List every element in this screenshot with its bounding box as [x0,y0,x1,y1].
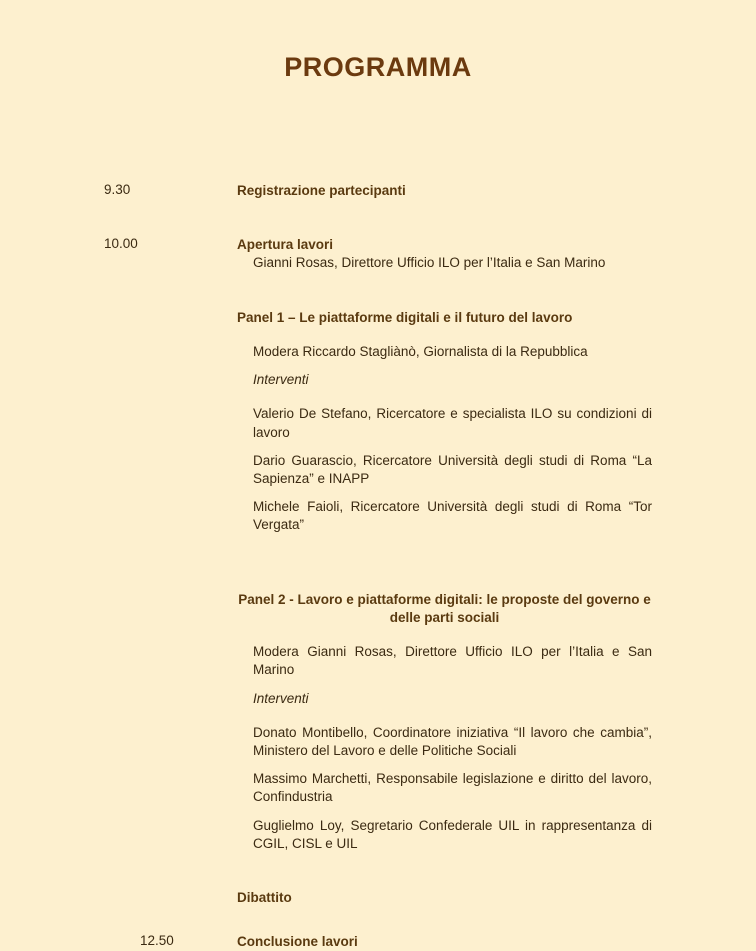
debate-entry [0,889,756,907]
panel-2-moderator: Modera Gianni Rosas, Direttore Ufficio ILO per l’Italia e San Marino [253,644,652,678]
entry-time: 10.00 [104,236,138,252]
panel-1-speaker: Dario Guarascio, Ricercatore Università degli studi di Roma “La Sapienza” e INAPP [253,452,652,486]
spacer [0,273,756,309]
spacer [237,760,652,770]
spacer [237,361,652,371]
spacer [237,680,652,690]
spacer [237,389,652,405]
entry-heading: Conclusione lavori [237,934,358,950]
programme-content [0,182,756,951]
panel-1-heading: Panel 1 – Le piattaforme digitali e il futuro del lavoro [237,309,573,325]
panel-2-interventions-label: Interventi [253,690,309,706]
panel-1-speaker: Valerio De Stefano, Ricercatore e specialista ILO su condizioni di lavoro [253,406,652,440]
panel-1-speaker: Michele Faioli, Ricercatore Università degli studi di Roma “Tor Vergata” [253,499,652,533]
schedule-entry-registration [0,182,756,200]
panel-1 [0,309,756,535]
debate-heading: Dibattito [237,890,292,906]
spacer [237,327,652,343]
page-title: PROGRAMMA [284,52,472,82]
spacer [237,708,652,724]
spacer [237,488,652,498]
spacer [0,853,756,889]
panel-1-moderator: Modera Riccardo Stagliànò, Giornalista di la Repubblica [253,343,588,359]
entry-time: 9.30 [104,182,131,197]
entry-subline: Gianni Rosas, Direttore Ufficio ILO per l’Italia e San Marino [253,255,606,271]
panel-1-interventions-label: Interventi [253,372,309,388]
spacer [237,442,652,452]
schedule-entry-opening [0,236,756,272]
spacer [237,627,652,643]
spacer [0,907,756,933]
entry-time: 12.50 [140,933,174,949]
schedule-entry-closing [0,933,756,951]
spacer [0,535,756,591]
entry-heading: Registrazione partecipanti [237,183,406,198]
entry-heading: Apertura lavori [237,237,334,253]
panel-2-speaker: Massimo Marchetti, Responsabile legislazione e diritto del lavoro, Confindustria [253,771,652,805]
spacer [237,807,652,817]
panel-2-speaker: Donato Montibello, Coordinatore iniziativa “Il lavoro che cambia”, Ministero del Lavoro e delle Politiche Sociali [253,724,652,758]
panel-2-speaker: Guglielmo Loy, Segretario Confederale UIL in rappresentanza di CGIL, CISL e UIL [253,817,652,851]
panel-2 [0,591,756,853]
panel-2-heading: Panel 2 - Lavoro e piattaforme digitali: le proposte del governo e delle parti sociali [238,591,651,625]
spacer [0,200,756,236]
